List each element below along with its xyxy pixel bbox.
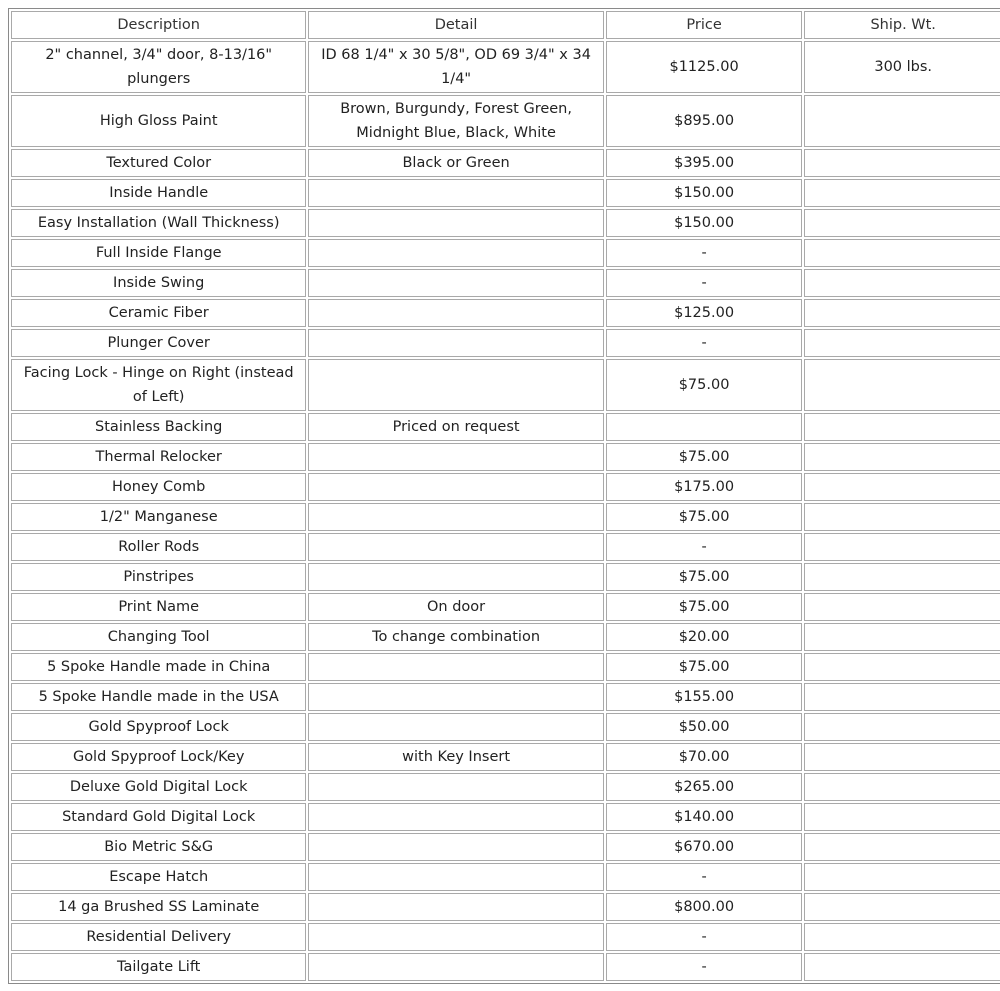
cell-price: $140.00 [606, 803, 803, 831]
table-row [11, 95, 1000, 147]
table-row [11, 863, 1000, 891]
cell-ship-weight [804, 299, 1000, 327]
cell-description: 14 ga Brushed SS Laminate [11, 893, 306, 921]
cell-ship-weight [804, 863, 1000, 891]
cell-detail [308, 683, 603, 711]
cell-description: Stainless Backing [11, 413, 306, 441]
table-row [11, 329, 1000, 357]
table-row [11, 503, 1000, 531]
cell-detail: ID 68 1/4" x 30 5/8", OD 69 3/4" x 34 1/4" [308, 41, 603, 93]
cell-price: $75.00 [606, 503, 803, 531]
price-table [8, 8, 1000, 984]
table-row [11, 533, 1000, 561]
cell-ship-weight [804, 359, 1000, 411]
table-row [11, 773, 1000, 801]
table-row [11, 413, 1000, 441]
cell-ship-weight [804, 239, 1000, 267]
cell-ship-weight [804, 209, 1000, 237]
table-row [11, 623, 1000, 651]
cell-price: $70.00 [606, 743, 803, 771]
cell-description: Honey Comb [11, 473, 306, 501]
cell-detail [308, 653, 603, 681]
cell-price: $175.00 [606, 473, 803, 501]
cell-ship-weight [804, 149, 1000, 177]
cell-detail [308, 773, 603, 801]
header-detail: Detail [308, 11, 603, 39]
cell-ship-weight: 300 lbs. [804, 41, 1000, 93]
cell-price: $670.00 [606, 833, 803, 861]
table-row [11, 803, 1000, 831]
cell-ship-weight [804, 683, 1000, 711]
cell-price: $50.00 [606, 713, 803, 741]
cell-ship-weight [804, 713, 1000, 741]
cell-description: Plunger Cover [11, 329, 306, 357]
price-table-container [8, 8, 1000, 984]
cell-price: $75.00 [606, 593, 803, 621]
cell-price: $75.00 [606, 443, 803, 471]
cell-ship-weight [804, 533, 1000, 561]
cell-ship-weight [804, 923, 1000, 951]
cell-ship-weight [804, 563, 1000, 591]
table-row [11, 833, 1000, 861]
cell-description: Bio Metric S&G [11, 833, 306, 861]
cell-description: High Gloss Paint [11, 95, 306, 147]
table-row [11, 683, 1000, 711]
cell-ship-weight [804, 893, 1000, 921]
table-row [11, 473, 1000, 501]
table-row [11, 209, 1000, 237]
table-row [11, 41, 1000, 93]
cell-description: 5 Spoke Handle made in China [11, 653, 306, 681]
cell-price: - [606, 923, 803, 951]
cell-ship-weight [804, 329, 1000, 357]
header-description: Description [11, 11, 306, 39]
table-row [11, 713, 1000, 741]
cell-price: $75.00 [606, 563, 803, 591]
cell-description: Deluxe Gold Digital Lock [11, 773, 306, 801]
cell-description: 5 Spoke Handle made in the USA [11, 683, 306, 711]
cell-price: $75.00 [606, 653, 803, 681]
table-row [11, 893, 1000, 921]
cell-description: Facing Lock - Hinge on Right (instead of Left) [11, 359, 306, 411]
cell-ship-weight [804, 593, 1000, 621]
cell-price: $75.00 [606, 359, 803, 411]
cell-ship-weight [804, 179, 1000, 207]
cell-ship-weight [804, 503, 1000, 531]
table-body [11, 41, 1000, 981]
cell-ship-weight [804, 743, 1000, 771]
cell-ship-weight [804, 833, 1000, 861]
cell-price: $20.00 [606, 623, 803, 651]
cell-detail [308, 329, 603, 357]
cell-detail [308, 803, 603, 831]
cell-description: Inside Swing [11, 269, 306, 297]
cell-ship-weight [804, 473, 1000, 501]
cell-description: Changing Tool [11, 623, 306, 651]
cell-price: $150.00 [606, 209, 803, 237]
table-row [11, 653, 1000, 681]
cell-detail [308, 923, 603, 951]
cell-price: $800.00 [606, 893, 803, 921]
header-price: Price [606, 11, 803, 39]
cell-price: $1125.00 [606, 41, 803, 93]
cell-ship-weight [804, 413, 1000, 441]
cell-detail [308, 359, 603, 411]
cell-description: Thermal Relocker [11, 443, 306, 471]
cell-description: 1/2" Manganese [11, 503, 306, 531]
table-row [11, 239, 1000, 267]
cell-description: Residential Delivery [11, 923, 306, 951]
cell-price: $155.00 [606, 683, 803, 711]
cell-price: $150.00 [606, 179, 803, 207]
cell-detail: with Key Insert [308, 743, 603, 771]
cell-ship-weight [804, 269, 1000, 297]
cell-description: Pinstripes [11, 563, 306, 591]
cell-price: - [606, 239, 803, 267]
table-row [11, 443, 1000, 471]
table-row [11, 299, 1000, 327]
cell-detail [308, 473, 603, 501]
cell-price: $125.00 [606, 299, 803, 327]
cell-detail [308, 269, 603, 297]
cell-ship-weight [804, 443, 1000, 471]
cell-detail [308, 833, 603, 861]
cell-description: Gold Spyproof Lock/Key [11, 743, 306, 771]
table-row [11, 923, 1000, 951]
cell-price: $265.00 [606, 773, 803, 801]
table-row [11, 953, 1000, 981]
cell-detail [308, 503, 603, 531]
table-row [11, 359, 1000, 411]
cell-detail: Brown, Burgundy, Forest Green, Midnight Blue, Black, White [308, 95, 603, 147]
cell-price: - [606, 863, 803, 891]
table-row [11, 563, 1000, 591]
cell-description: Inside Handle [11, 179, 306, 207]
cell-description: Full Inside Flange [11, 239, 306, 267]
cell-detail [308, 953, 603, 981]
cell-description: 2" channel, 3/4" door, 8-13/16" plungers [11, 41, 306, 93]
cell-description: Escape Hatch [11, 863, 306, 891]
cell-ship-weight [804, 653, 1000, 681]
cell-price: $895.00 [606, 95, 803, 147]
cell-detail [308, 443, 603, 471]
cell-ship-weight [804, 773, 1000, 801]
cell-detail [308, 893, 603, 921]
cell-ship-weight [804, 803, 1000, 831]
cell-detail [308, 563, 603, 591]
cell-detail [308, 239, 603, 267]
cell-description: Standard Gold Digital Lock [11, 803, 306, 831]
cell-detail [308, 713, 603, 741]
cell-price: - [606, 269, 803, 297]
cell-detail: Black or Green [308, 149, 603, 177]
cell-detail: To change combination [308, 623, 603, 651]
table-row [11, 593, 1000, 621]
cell-price: $395.00 [606, 149, 803, 177]
cell-detail [308, 863, 603, 891]
cell-description: Tailgate Lift [11, 953, 306, 981]
cell-description: Roller Rods [11, 533, 306, 561]
cell-detail: On door [308, 593, 603, 621]
cell-detail [308, 179, 603, 207]
cell-detail [308, 533, 603, 561]
header-ship-weight: Ship. Wt. [804, 11, 1000, 39]
table-row [11, 179, 1000, 207]
cell-ship-weight [804, 953, 1000, 981]
cell-price [606, 413, 803, 441]
cell-ship-weight [804, 95, 1000, 147]
cell-price: - [606, 953, 803, 981]
cell-price: - [606, 329, 803, 357]
table-header-row [11, 11, 1000, 39]
table-row [11, 743, 1000, 771]
cell-description: Gold Spyproof Lock [11, 713, 306, 741]
cell-description: Easy Installation (Wall Thickness) [11, 209, 306, 237]
cell-ship-weight [804, 623, 1000, 651]
cell-detail [308, 299, 603, 327]
cell-description: Print Name [11, 593, 306, 621]
table-row [11, 269, 1000, 297]
cell-detail [308, 209, 603, 237]
cell-detail: Priced on request [308, 413, 603, 441]
cell-description: Textured Color [11, 149, 306, 177]
cell-price: - [606, 533, 803, 561]
cell-description: Ceramic Fiber [11, 299, 306, 327]
table-row [11, 149, 1000, 177]
